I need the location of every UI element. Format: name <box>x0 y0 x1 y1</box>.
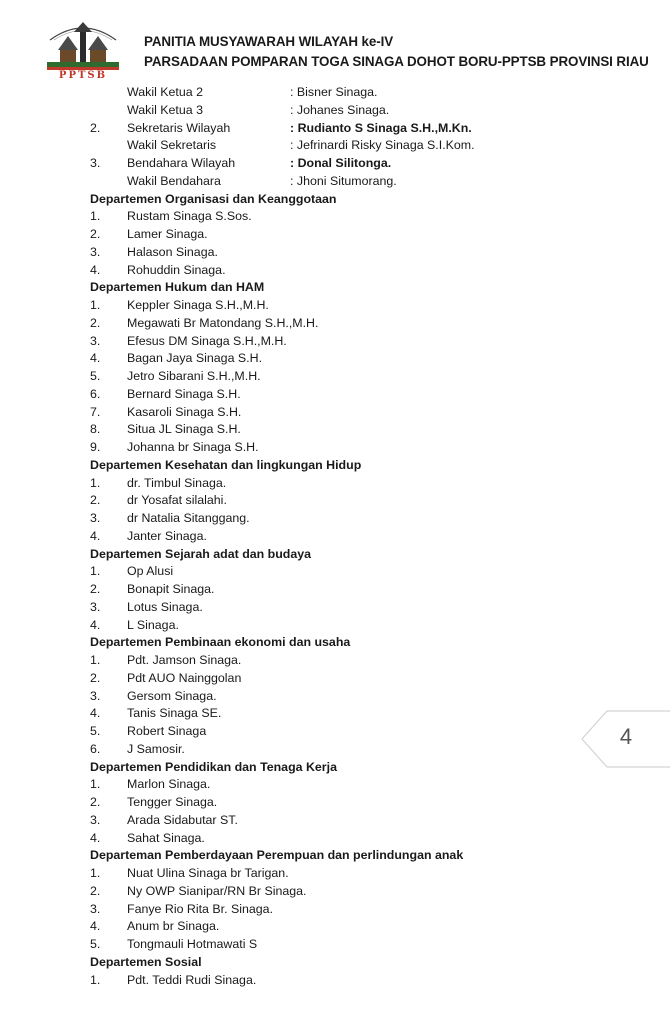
officer-name: : Donal Silitonga. <box>290 156 392 170</box>
item-number: 2. <box>90 670 101 685</box>
item-number: 2. <box>90 315 101 330</box>
officer-role: Wakil Ketua 3 <box>127 102 203 117</box>
item-number: 9. <box>90 440 101 454</box>
list-item <box>0 972 580 990</box>
list-item <box>0 475 580 493</box>
list-item <box>0 918 580 936</box>
list-item <box>0 333 580 351</box>
item-number: 1. <box>90 475 101 490</box>
list-item <box>0 315 580 333</box>
list-item <box>0 244 580 262</box>
list-item <box>0 688 580 706</box>
member-name: Tengger Sinaga. <box>127 795 218 809</box>
list-item <box>0 741 580 759</box>
item-number: 6. <box>90 386 101 401</box>
item-number: 4. <box>90 528 101 543</box>
list-item <box>0 563 580 581</box>
list-item <box>0 368 580 386</box>
item-number: 1. <box>90 866 101 880</box>
item-number: 2. <box>90 227 101 241</box>
list-item <box>0 404 580 422</box>
item-number: 8. <box>90 422 101 437</box>
member-name: Lotus Sinaga. <box>127 599 203 614</box>
department-row <box>0 279 580 297</box>
officer-role: Wakil Ketua 2 <box>127 85 203 99</box>
list-item <box>0 617 580 635</box>
item-number: 3. <box>90 599 101 614</box>
member-name: Anum br Sinaga. <box>127 919 220 934</box>
item-number: 4. <box>90 830 101 845</box>
list-item <box>0 528 580 546</box>
department-title: Departeman Pemberdayaan Perempuan dan perlindungan anak <box>90 848 464 863</box>
officer-name: : Jefrinardi Risky Sinaga S.I.Kom. <box>290 138 475 153</box>
department-row <box>0 457 580 475</box>
item-number: 3. <box>90 812 101 827</box>
list-item <box>0 723 580 741</box>
member-name: Situa JL Sinaga S.H. <box>127 422 241 437</box>
member-name: Johanna br Sinaga S.H. <box>127 440 259 454</box>
member-name: Kasaroli Sinaga S.H. <box>127 404 242 419</box>
member-name: Nuat Ulina Sinaga br Tarigan. <box>127 866 289 880</box>
list-item <box>0 581 580 599</box>
department-row <box>0 759 580 777</box>
item-number: 1. <box>90 653 101 667</box>
officer-row <box>0 102 580 120</box>
member-name: Ny OWP Sianipar/RN Br Sinaga. <box>127 883 307 898</box>
page-number: 4 <box>619 724 633 749</box>
member-name: Marlon Sinaga. <box>127 777 211 792</box>
list-item <box>0 705 580 723</box>
officer-row <box>0 137 580 155</box>
item-number: 2. <box>90 795 101 809</box>
list-item <box>0 599 580 617</box>
member-name: J Samosir. <box>127 741 185 756</box>
item-number: 3. <box>90 688 101 703</box>
department-title: Departemen Pendidikan dan Tenaga Kerja <box>90 759 337 774</box>
item-number: 2. <box>90 582 101 596</box>
member-name: Tongmauli Hotmawati S <box>127 937 258 951</box>
item-number: 3. <box>90 511 101 525</box>
item-number: 5. <box>90 369 101 383</box>
department-title: Departemen Sejarah adat dan budaya <box>90 546 312 561</box>
member-name: Robert Sinaga <box>127 724 207 738</box>
officer-number: 3. <box>90 156 101 170</box>
document-body <box>0 84 580 989</box>
item-number: 3. <box>90 901 101 916</box>
list-item <box>0 421 580 439</box>
member-name: Megawati Br Matondang S.H.,M.H. <box>127 315 319 330</box>
member-name: Bernard Sinaga S.H. <box>127 386 241 401</box>
member-name: Bonapit Sinaga. <box>127 582 215 596</box>
member-name: Lamer Sinaga. <box>127 227 208 241</box>
item-number: 4. <box>90 262 101 277</box>
list-item <box>0 830 580 848</box>
list-item <box>0 794 580 812</box>
department-row <box>0 847 580 865</box>
item-number: 2. <box>90 493 101 508</box>
officer-row <box>0 84 580 102</box>
member-name: Sahat Sinaga. <box>127 830 205 845</box>
member-name: Tanis Sinaga SE. <box>127 706 222 721</box>
officer-role: Sekretaris Wilayah <box>127 120 231 135</box>
list-item <box>0 492 580 510</box>
officer-number: 2. <box>90 120 101 135</box>
department-title: Departemen Hukum dan HAM <box>90 280 265 295</box>
item-number: 5. <box>90 937 101 951</box>
member-name: Arada Sidabutar ST. <box>127 812 238 827</box>
department-title: Departemen Kesehatan dan lingkungan Hidup <box>90 457 362 472</box>
member-name: Jetro Sibarani S.H.,M.H. <box>127 369 261 383</box>
member-name: Bagan Jaya Sinaga S.H. <box>127 351 263 366</box>
member-name: Rustam Sinaga S.Sos. <box>127 209 252 224</box>
list-item <box>0 262 580 280</box>
item-number: 1. <box>90 209 101 224</box>
item-number: 1. <box>90 298 101 312</box>
item-number: 3. <box>90 333 101 348</box>
officer-role: Wakil Bendahara <box>127 173 221 188</box>
member-name: Fanye Rio Rita Br. Sinaga. <box>127 901 274 916</box>
officer-role: Wakil Sekretaris <box>127 138 217 153</box>
officer-name: : Rudianto S Sinaga S.H.,M.Kn. <box>290 120 472 135</box>
member-name: Pdt AUO Nainggolan <box>127 670 242 685</box>
list-item <box>0 208 580 226</box>
list-item <box>0 652 580 670</box>
department-row <box>0 634 580 652</box>
item-number: 1. <box>90 777 101 792</box>
member-name: Pdt. Teddi Rudi Sinaga. <box>127 972 257 987</box>
department-title: Departemen Sosial <box>90 954 202 969</box>
officer-name: : Johanes Sinaga. <box>290 102 390 117</box>
department-row <box>0 191 580 209</box>
list-item <box>0 439 580 457</box>
item-number: 1. <box>90 972 101 987</box>
department-row <box>0 954 580 972</box>
member-name: Op Alusi <box>127 564 174 579</box>
item-number: 4. <box>90 617 101 632</box>
item-number: 6. <box>90 741 101 756</box>
department-title: Departemen Pembinaan ekonomi dan usaha <box>90 635 351 650</box>
item-number: 4. <box>90 351 101 366</box>
list-item <box>0 883 580 901</box>
member-name: Pdt. Jamson Sinaga. <box>127 653 242 667</box>
member-name: Keppler Sinaga S.H.,M.H. <box>127 298 269 312</box>
member-name: Halason Sinaga. <box>127 244 218 259</box>
list-item <box>0 350 580 368</box>
list-item <box>0 226 580 244</box>
officer-name: : Bisner Sinaga. <box>290 85 378 99</box>
item-number: 7. <box>90 404 101 419</box>
member-name: dr Yosafat silalahi. <box>127 493 227 508</box>
item-number: 3. <box>90 244 101 259</box>
list-item <box>0 812 580 830</box>
member-name: L Sinaga. <box>127 617 179 632</box>
member-name: Rohuddin Sinaga. <box>127 262 226 277</box>
item-number: 5. <box>90 724 101 738</box>
officer-row <box>0 155 580 173</box>
header-title: PANITIA MUSYAWARAH WILAYAH ke-IV <box>144 34 394 49</box>
member-name: dr Natalia Sitanggang. <box>127 511 250 525</box>
officer-row <box>0 173 580 191</box>
list-item <box>0 936 580 954</box>
officer-row <box>0 120 580 138</box>
pptsb-logo <box>44 14 122 82</box>
list-item <box>0 386 580 404</box>
member-name: dr. Timbul Sinaga. <box>127 475 227 490</box>
department-row <box>0 546 580 564</box>
item-number: 4. <box>90 706 101 721</box>
list-item <box>0 670 580 688</box>
list-item <box>0 297 580 315</box>
department-title: Departemen Organisasi dan Keanggotaan <box>90 191 337 206</box>
list-item <box>0 901 580 919</box>
logo-text: PPTSB <box>58 70 108 81</box>
header-subtitle: PARSADAAN POMPARAN TOGA SINAGA DOHOT BORU-PPTSB PROVINSI RIAU <box>144 54 649 69</box>
item-number: 4. <box>90 919 101 934</box>
officer-name: : Jhoni Situmorang. <box>290 173 397 188</box>
member-name: Janter Sinaga. <box>127 528 207 543</box>
list-item <box>0 865 580 883</box>
member-name: Gersom Sinaga. <box>127 688 217 703</box>
member-name: Efesus DM Sinaga S.H.,M.H. <box>127 333 287 348</box>
item-number: 1. <box>90 564 101 579</box>
list-item <box>0 776 580 794</box>
list-item <box>0 510 580 528</box>
item-number: 2. <box>90 883 101 898</box>
officer-role: Bendahara Wilayah <box>127 156 236 170</box>
